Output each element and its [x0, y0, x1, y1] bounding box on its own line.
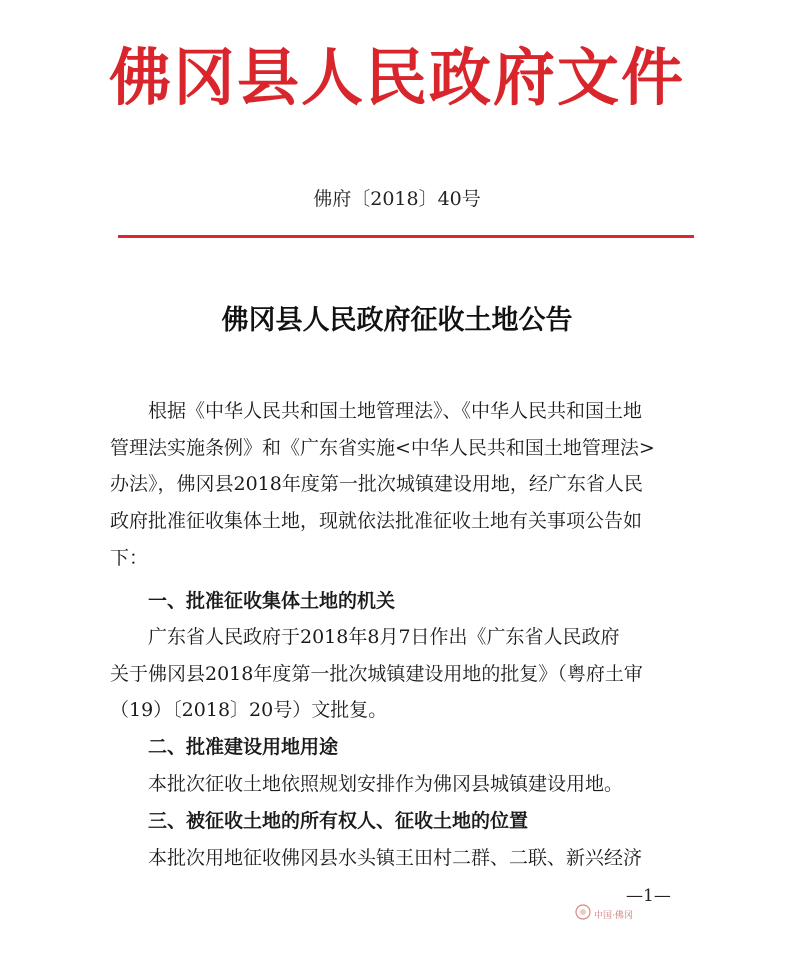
heading-text: 二、批准建设用地用途 [110, 736, 339, 758]
paragraph-line: 广东省人民政府于2018年8月7日作出《广东省人民政府 [110, 626, 620, 648]
paragraph-line: 管理法实施条例》和《广东省实施<中华人民共和国土地管理法> [110, 436, 655, 459]
section-heading-1 [110, 583, 710, 620]
paragraph-usage [110, 766, 710, 803]
heading-text: 三、被征收土地的所有权人、征收土地的位置 [110, 810, 529, 832]
paragraph-line: 关于佛冈县2018年度第一批次城镇建设用地的批复》（粤府土审 [110, 662, 643, 685]
page-number: —1— [626, 886, 671, 906]
paragraph-line: （19）〔2018〕20号）文批复。 [110, 699, 388, 722]
seal-text: 中国·佛冈 [594, 910, 633, 921]
section-heading-3 [110, 803, 710, 840]
document-header-title: 佛冈县人民政府文件 [108, 41, 685, 114]
paragraph-line: 政府批准征收集体土地，现就依法批准征收土地有关事项公告如 [110, 510, 643, 533]
paragraph-intro [110, 393, 710, 577]
paragraph-line: 本批次用地征收佛冈县水头镇王田村二群、二联、新兴经济 [110, 847, 643, 869]
announcement-title: 佛冈县人民政府征收土地公告 [221, 305, 573, 336]
paragraph-line: 根据《中华人民共和国土地管理法》、《中华人民共和国土地 [110, 400, 643, 422]
document-number: 佛府〔2018〕40号 [313, 188, 481, 210]
paragraph-line: 办法》，佛冈县2018年度第一批次城镇建设用地，经广东省人民 [110, 473, 643, 496]
footer-seal [575, 905, 661, 923]
paragraph-location [110, 840, 710, 877]
paragraph-line: 下： [110, 546, 149, 569]
heading-text: 一、批准征收集体土地的机关 [110, 590, 396, 612]
red-divider-line [118, 235, 694, 238]
paragraph-line: 本批次征收土地依照规划安排作为佛冈县城镇建设用地。 [110, 773, 624, 795]
paragraph-approval [110, 619, 710, 729]
section-heading-2 [110, 729, 710, 766]
emblem-icon [575, 904, 591, 924]
